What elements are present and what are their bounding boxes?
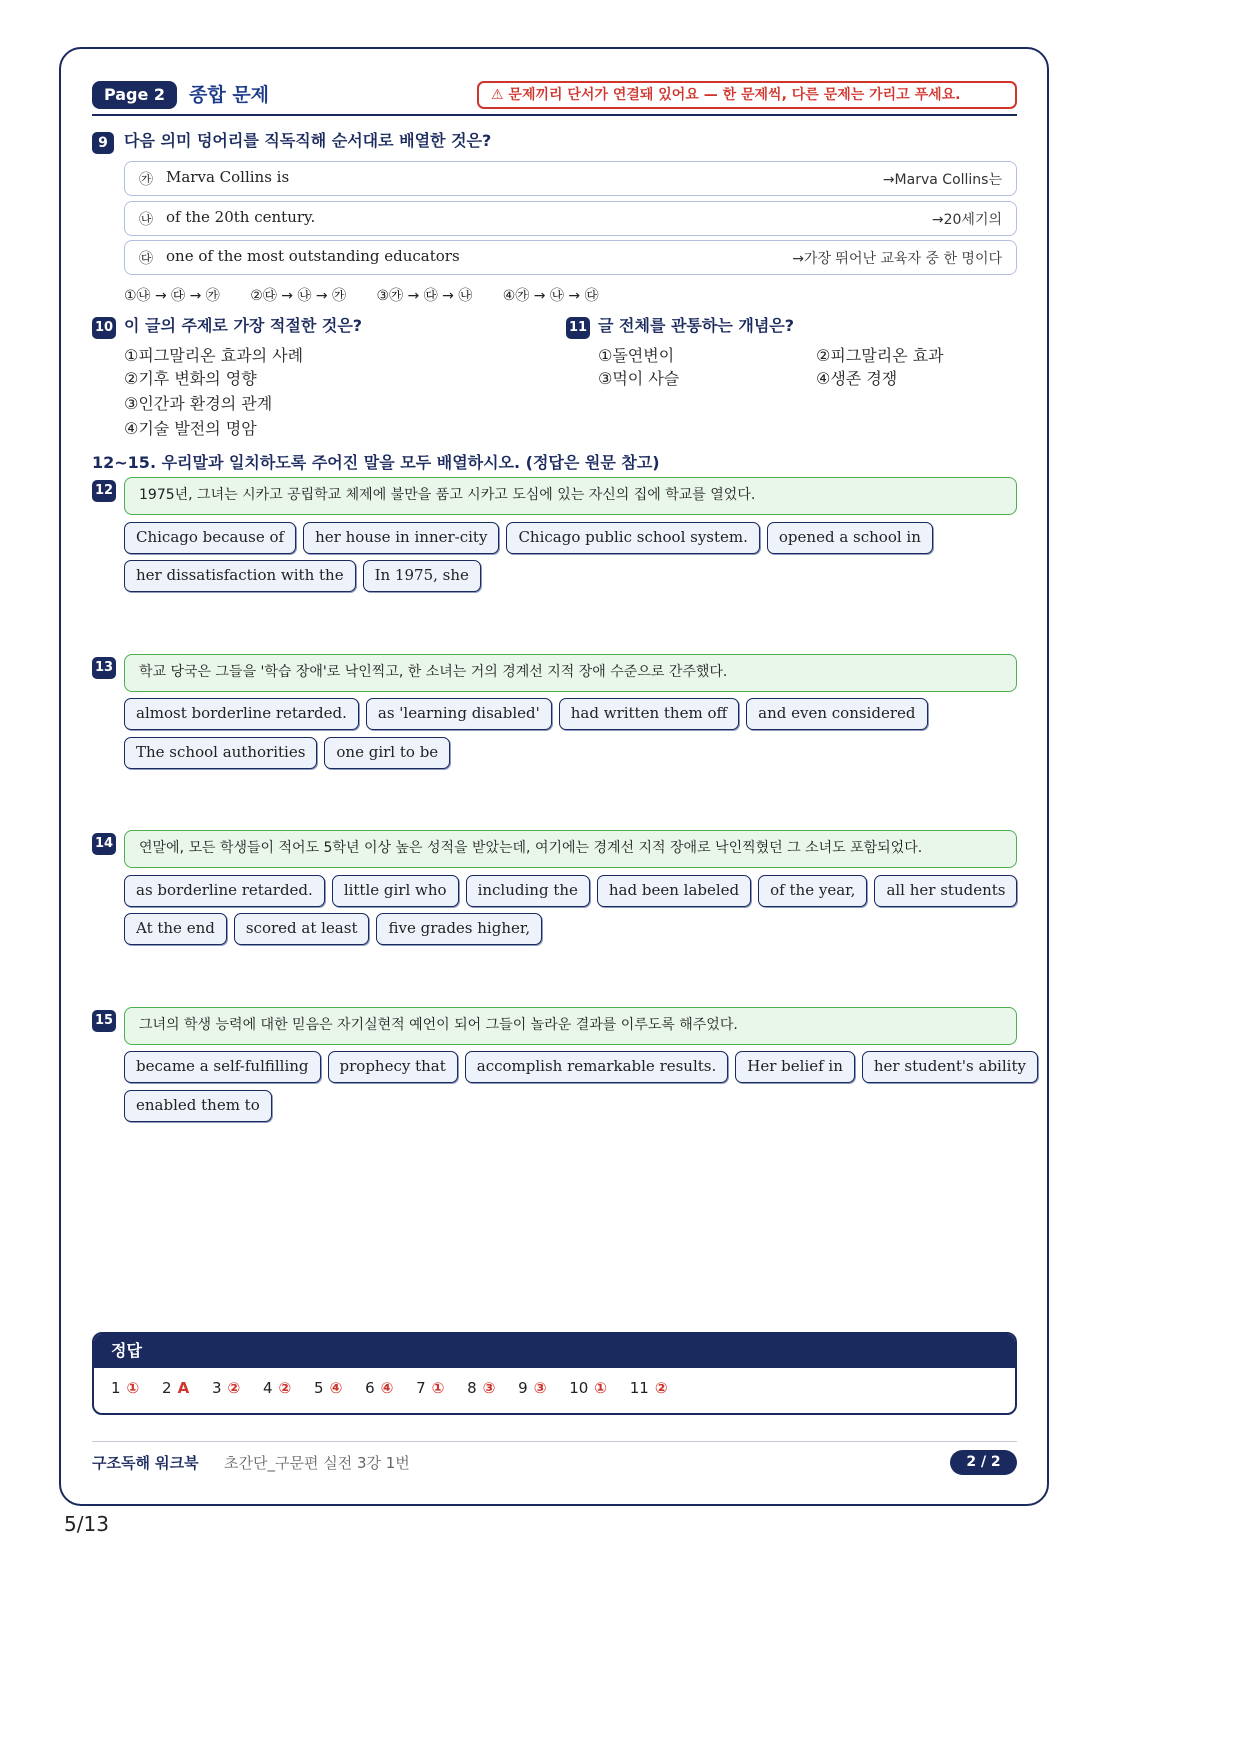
- answer-key-value: ①: [431, 1379, 445, 1397]
- word-tile[interactable]: little girl who: [332, 875, 459, 907]
- answer-option[interactable]: ③㉮ → ㉰ → ㉯: [376, 288, 473, 304]
- section-title: 종합 문제: [189, 84, 270, 106]
- word-tile[interactable]: her dissatisfaction with the: [124, 560, 356, 592]
- page-tag: Page 2: [92, 81, 177, 109]
- page-indicator: 2 / 2: [950, 1450, 1017, 1475]
- answer-key-number: 7: [416, 1379, 426, 1397]
- word-row: [124, 522, 933, 554]
- question-9-text: 다음 의미 덩어리를 직독직해 순서대로 배열한 것은?: [124, 131, 492, 150]
- answer-key-number: 4: [263, 1379, 273, 1397]
- question-11-text: 글 전체를 관통하는 개념은?: [598, 316, 795, 335]
- word-tile[interactable]: almost borderline retarded.: [124, 698, 359, 730]
- footer-subtitle: 초간단_구문편 실전 3강 1번: [224, 1454, 410, 1472]
- chunk-english: of the 20th century.: [166, 208, 316, 226]
- word-tile[interactable]: prophecy that: [328, 1051, 458, 1083]
- question-number-9: 9: [92, 132, 114, 154]
- answer-key-value: ④: [380, 1379, 394, 1397]
- word-row: [124, 698, 928, 730]
- answer-key-number: 9: [518, 1379, 528, 1397]
- word-tile[interactable]: At the end: [124, 913, 227, 945]
- warning-banner: ⚠ 문제끼리 단서가 연결돼 있어요 — 한 문제씩, 다른 문제는 가리고 푸세요.: [477, 81, 1017, 109]
- question-number-15: 15: [92, 1010, 116, 1032]
- answer-option[interactable]: ①㉯ → ㉰ → ㉮: [124, 288, 220, 304]
- answer-key-value: ③: [533, 1379, 547, 1397]
- word-tile[interactable]: one girl to be: [324, 737, 450, 769]
- answer-key-list: [94, 1368, 1015, 1397]
- answer-option[interactable]: ④기술 발전의 명암: [124, 419, 257, 438]
- answer-key-value: ①: [126, 1379, 140, 1397]
- answer-key-value: ②: [278, 1379, 292, 1397]
- arrange-instructions: 12~15. 우리말과 일치하도록 주어진 말을 모두 배열하시오. (정답은 원문 참고): [92, 453, 660, 472]
- word-row: [124, 737, 450, 769]
- word-tile[interactable]: Chicago because of: [124, 522, 296, 554]
- korean-sentence-box: 학교 당국은 그들을 '학습 장애'로 낙인찍고, 한 소녀는 거의 경계선 지적 장애 수준으로 간주했다.: [124, 654, 1017, 692]
- answer-option[interactable]: ②㉰ → ㉯ → ㉮: [250, 288, 347, 304]
- answer-key-value: ④: [329, 1379, 343, 1397]
- question-number-10: 10: [92, 317, 116, 339]
- chunk-da: [124, 240, 1017, 275]
- word-tile[interactable]: In 1975, she: [363, 560, 481, 592]
- question-9-options: [124, 285, 625, 305]
- answer-key-value: ②: [227, 1379, 241, 1397]
- word-row: [124, 560, 481, 592]
- question-10-text: 이 글의 주제로 가장 적절한 것은?: [124, 316, 363, 335]
- word-tile[interactable]: her house in inner-city: [303, 522, 499, 554]
- word-tile[interactable]: Chicago public school system.: [506, 522, 759, 554]
- word-tile[interactable]: scored at least: [234, 913, 370, 945]
- word-tile[interactable]: and even considered: [746, 698, 927, 730]
- answer-key-item: [263, 1379, 291, 1397]
- answer-key-number: 11: [629, 1379, 649, 1397]
- answer-key-item: [569, 1379, 607, 1397]
- answer-key-value: ①: [594, 1379, 607, 1397]
- word-tile[interactable]: as borderline retarded.: [124, 875, 325, 907]
- chunk-mark: ㉮: [139, 172, 153, 188]
- answer-key-title: 정답: [94, 1334, 1015, 1368]
- chunk-korean: →Marva Collins는: [882, 172, 1002, 188]
- answer-key-item: [212, 1379, 240, 1397]
- answer-key-item: [416, 1379, 444, 1397]
- answer-key-number: 6: [365, 1379, 375, 1397]
- answer-option[interactable]: ①돌연변이: [598, 346, 675, 365]
- word-tile[interactable]: five grades higher,: [376, 913, 542, 945]
- word-tile[interactable]: all her students: [874, 875, 1017, 907]
- question-number-13: 13: [92, 657, 116, 679]
- answer-key-item: [162, 1379, 189, 1397]
- answer-key-number: 5: [314, 1379, 324, 1397]
- word-tile[interactable]: her student's ability: [862, 1051, 1038, 1083]
- answer-key-value: ③: [482, 1379, 496, 1397]
- answer-key-value: A: [177, 1379, 190, 1397]
- answer-key-item: [111, 1379, 139, 1397]
- word-tile[interactable]: as 'learning disabled': [366, 698, 552, 730]
- answer-option[interactable]: ③먹이 사슬: [598, 369, 680, 388]
- answer-key-item: [630, 1379, 668, 1397]
- korean-sentence-box: 그녀의 학생 능력에 대한 믿음은 자기실현적 예언이 되어 그들이 놀라운 결과를 이루도록 해주었다.: [124, 1007, 1017, 1045]
- word-row: [124, 1051, 1038, 1083]
- word-tile[interactable]: had been labeled: [597, 875, 751, 907]
- word-row: [124, 1090, 272, 1122]
- answer-option[interactable]: ②피그말리온 효과: [816, 346, 944, 365]
- question-number-14: 14: [92, 833, 116, 855]
- word-tile[interactable]: became a self-fulfilling: [124, 1051, 321, 1083]
- answer-option[interactable]: ③인간과 환경의 관계: [124, 394, 273, 413]
- answer-key-item: [467, 1379, 495, 1397]
- chunk-korean: →가장 뛰어난 교육자 중 한 명이다: [792, 251, 1002, 267]
- word-row: [124, 875, 1017, 907]
- footer-divider: [92, 1441, 1017, 1442]
- answer-option[interactable]: ④생존 경쟁: [816, 369, 898, 388]
- chunk-ga: [124, 161, 1017, 196]
- word-row: [124, 913, 542, 945]
- chunk-mark: ㉯: [139, 212, 153, 228]
- answer-key-number: 10: [569, 1379, 589, 1397]
- answer-option[interactable]: ①피그말리온 효과의 사례: [124, 346, 304, 365]
- word-tile[interactable]: accomplish remarkable results.: [465, 1051, 728, 1083]
- question-number-11: 11: [566, 317, 590, 339]
- footer-title: 구조독해 워크북: [92, 1454, 199, 1472]
- answer-option[interactable]: ②기후 변화의 영향: [124, 369, 257, 388]
- answer-key-value: ②: [654, 1379, 668, 1397]
- korean-sentence-box: 연말에, 모든 학생들이 적어도 5학년 이상 높은 성적을 받았는데, 여기에는 경계선 지적 장애로 낙인찍혔던 그 소녀도 포함되었다.: [124, 830, 1017, 868]
- chunk-na: [124, 201, 1017, 236]
- chunk-korean: →20세기의: [931, 212, 1002, 228]
- header-divider: [92, 114, 1017, 116]
- answer-key-panel: [92, 1332, 1017, 1415]
- word-tile[interactable]: opened a school in: [767, 522, 933, 554]
- answer-key-item: [314, 1379, 342, 1397]
- word-tile[interactable]: including the: [466, 875, 590, 907]
- answer-key-number: 1: [111, 1379, 121, 1397]
- answer-option[interactable]: ④㉮ → ㉯ → ㉰: [502, 288, 599, 304]
- chunk-english: one of the most outstanding educators: [166, 247, 460, 265]
- chunk-english: Marva Collins is: [166, 168, 290, 186]
- question-number-12: 12: [92, 480, 116, 502]
- answer-key-item: [365, 1379, 393, 1397]
- chunk-mark: ㉰: [139, 251, 153, 267]
- word-tile[interactable]: Her belief in: [735, 1051, 855, 1083]
- answer-key-number: 8: [467, 1379, 477, 1397]
- korean-sentence-box: 1975년, 그녀는 시카고 공립학교 체제에 불만을 품고 시카고 도심에 있는 자신의 집에 학교를 열었다.: [124, 477, 1017, 515]
- word-tile[interactable]: of the year,: [758, 875, 867, 907]
- word-tile[interactable]: The school authorities: [124, 737, 317, 769]
- word-tile[interactable]: had written them off: [559, 698, 739, 730]
- word-tile[interactable]: enabled them to: [124, 1090, 272, 1122]
- document-page-count: 5/13: [64, 1512, 109, 1536]
- answer-key-number: 2: [162, 1379, 172, 1397]
- answer-key-item: [518, 1379, 546, 1397]
- answer-key-number: 3: [211, 1379, 222, 1397]
